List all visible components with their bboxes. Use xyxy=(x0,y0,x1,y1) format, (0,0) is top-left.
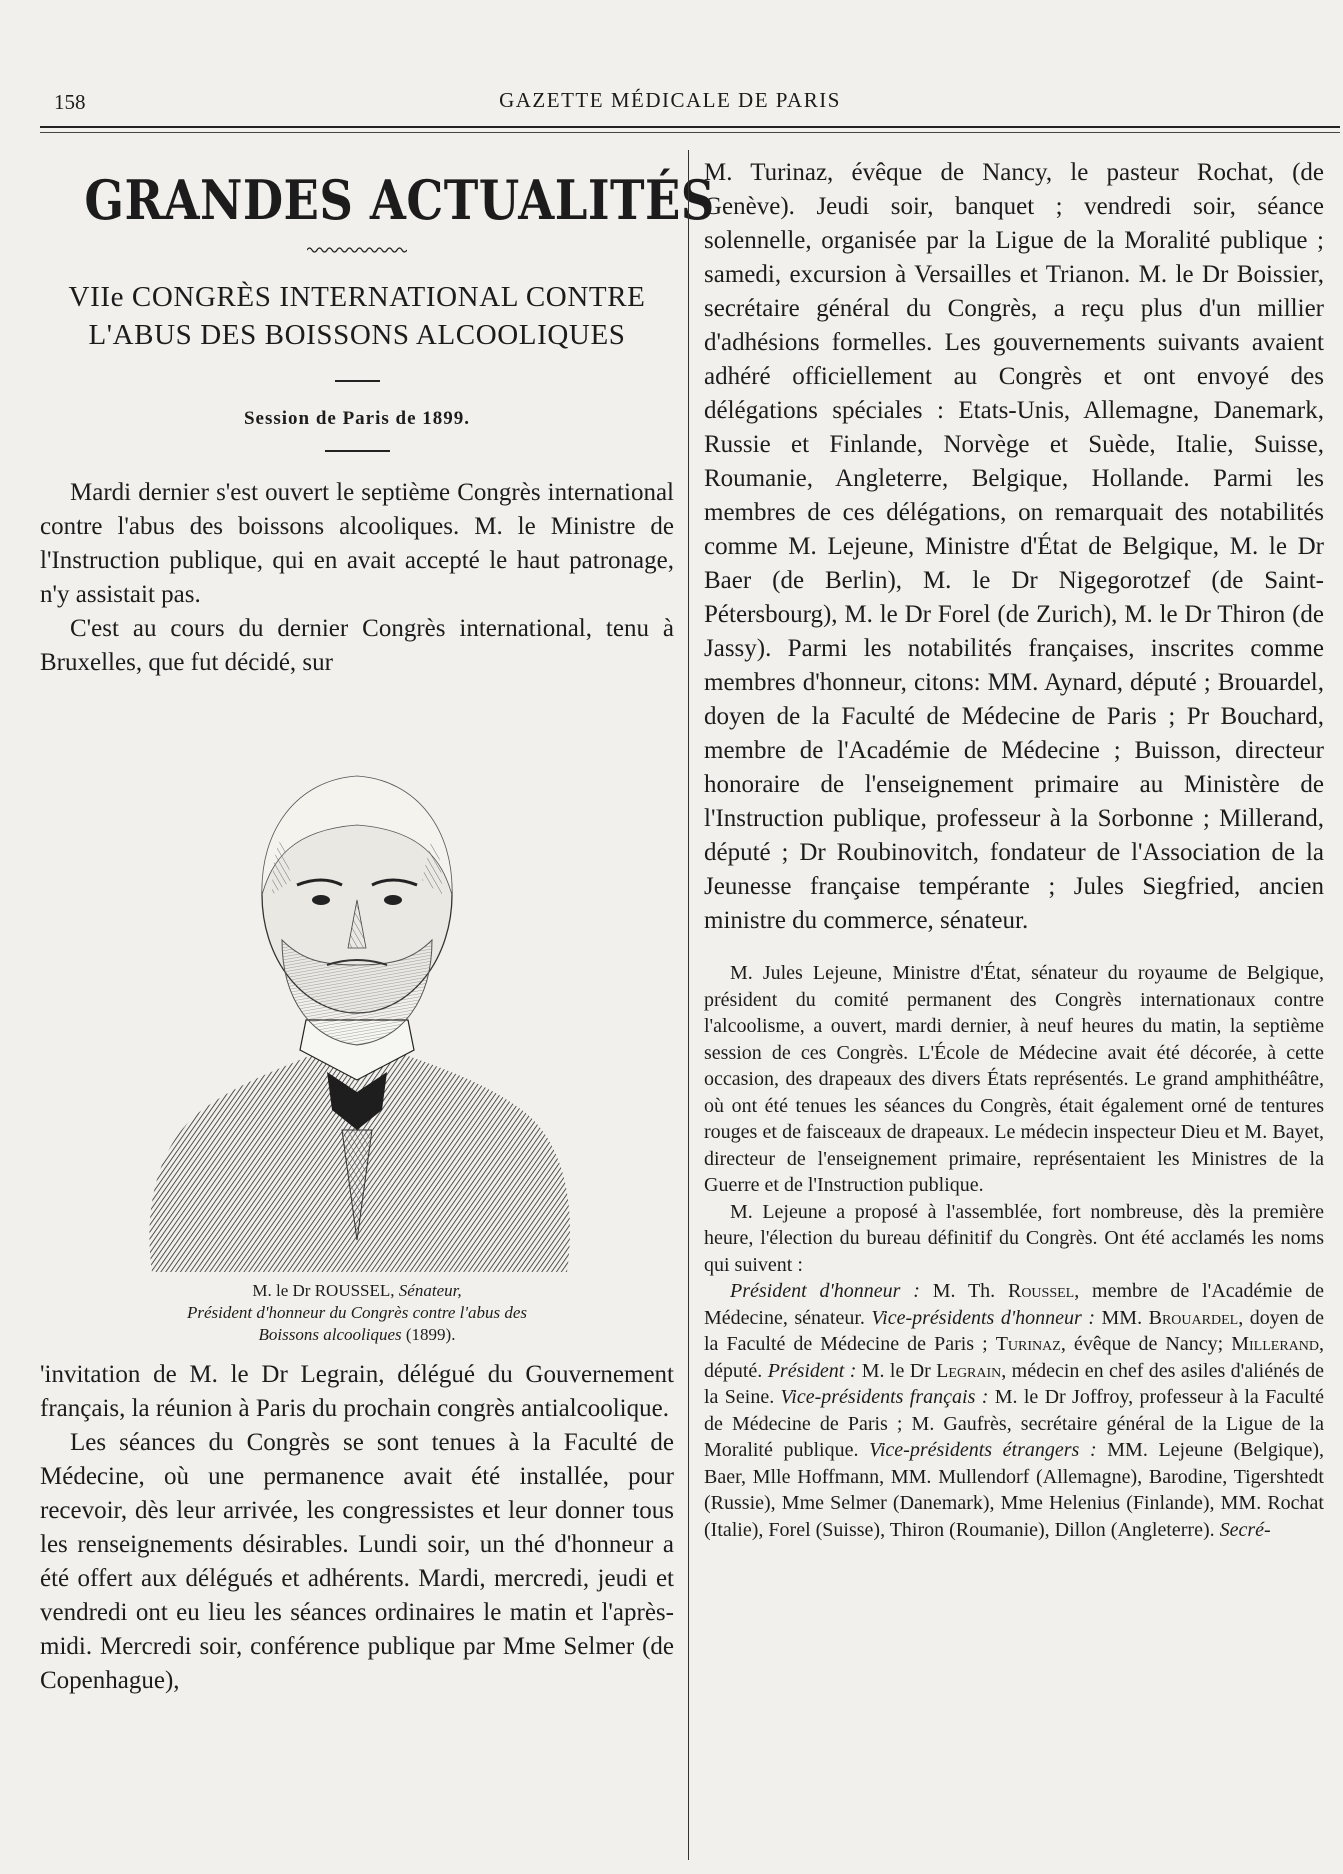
text-segment: MM. Lejeune (Belgique), Baer, Mlle Hoffmann, MM. Mullendorf (Allemagne), Barodine, Tigershtedt (Russie), Mme Selmer (Danemark), Mme Helenius (Finlande), MM. Rochat (Italie), Forel (Suisse), Thiron (Roumanie), Dillon (Angleterre). xyxy=(704,1439,1325,1541)
label-president: Président : xyxy=(767,1359,857,1382)
running-head xyxy=(40,88,1300,118)
portrait-engraving xyxy=(122,720,592,1272)
caption-subject: Boissons alcooliques xyxy=(258,1325,402,1344)
paragraph-sessions: Les séances du Congrès se sont tenues à la Faculté de Médecine, où une permanence avait été installée, pour recevoir, dès leur arrivée, les congressistes et leur donner tous les renseignements désirables. Lundi soir, un thé d'honneur a été offert aux délégués et adhérents. Mardi, mercredi, jeudi et vendredi ont eu lieu les séances ordinaires le matin et l'après-midi. Mercredi soir, conférence publique par Mme Selmer (de Copenhague), xyxy=(40,1429,674,1694)
caption-line3 xyxy=(40,1324,674,1346)
paragraph-origin: C'est au cours du dernier Congrès international, tenu à Bruxelles, que fut décidé, sur xyxy=(40,615,674,676)
text-segment: MM. xyxy=(1095,1306,1149,1329)
caption-line1 xyxy=(40,1280,674,1302)
text-segment: M. Th. xyxy=(919,1280,1008,1302)
journal-title: GAZETTE MÉDICALE DE PARIS xyxy=(499,88,841,112)
column-divider xyxy=(688,150,689,1860)
text-segment: , doyen de la Faculté de Médecine de Paris ; xyxy=(704,1306,1324,1355)
text-segment: , député. xyxy=(704,1333,1324,1382)
caption-year: (1899). xyxy=(405,1325,456,1344)
text-segment: , médecin en chef des asiles d'aliénés de la Seine. xyxy=(704,1359,1325,1408)
name-legrain: Legrain xyxy=(936,1359,1002,1382)
label-foreign-vice-presidents: Vice-présidents étrangers : xyxy=(869,1439,1097,1461)
header-rule-thin xyxy=(40,132,1340,133)
congress-title xyxy=(40,278,674,354)
caption-name: M. le Dr ROUSSEL, xyxy=(252,1281,395,1300)
text-segment: , évêque de Nancy; xyxy=(1060,1333,1232,1355)
paragraph-bureau: M. Lejeune a proposé à l'assemblée, fort nombreuse, dès la première heure, l'élection du bureau définitif du Congrès. Ont été acclamés les noms qui suivent : xyxy=(704,1200,1324,1276)
right-column xyxy=(704,156,1324,1543)
label-honorary-vice-presidents: Vice-présidents d'honneur : xyxy=(871,1306,1095,1329)
text-continued: Secré- xyxy=(1219,1518,1271,1541)
short-divider-2 xyxy=(325,450,390,452)
page-number: 158 xyxy=(54,90,86,114)
name-turinaz: Turinaz xyxy=(995,1333,1061,1355)
paragraph-opening: Mardi dernier s'est ouvert le septième Congrès international contre l'abus des boissons alcooliques. M. le Ministre de l'Instruction publique, qui en avait accepté le haut patronage, n'y assistait pas. xyxy=(40,479,674,608)
caption-line2: Président d'honneur du Congrès contre l'abus des xyxy=(187,1303,527,1322)
text-segment: , membre de l'Académie de Médecine, sénateur. xyxy=(704,1280,1325,1329)
name-brouardel: Brouardel xyxy=(1148,1306,1239,1329)
name-millerand: Millerand xyxy=(1231,1333,1319,1355)
label-honorary-president: Président d'honneur : xyxy=(730,1280,920,1302)
section-title: GRANDES ACTUALITÉS xyxy=(84,168,715,232)
portrait-caption xyxy=(40,1280,674,1346)
label-french-vice-presidents: Vice-présidents français : xyxy=(780,1386,989,1408)
wavy-divider xyxy=(307,246,407,254)
left-column xyxy=(40,160,715,1698)
paragraph-opening-session: M. Jules Lejeune, Ministre d'État, sénateur du royaume de Belgique, président du comité permanent des Congrès internationaux contre l'alcoolisme, a ouvert, mardi dernier, à neuf heures du matin, la septième session de ces Congrès. L'École de Médecine avait été décorée, à cette occasion, des drapeaux des divers États représentés. Le grand amphithéâtre, où ont été tenues les séances du Congrès, était également orné de tentures rouges et de faisceaux de drapeaux. Le médecin inspecteur Dieu et M. Bayet, directeur de l'enseignement primaire, représentaient les Ministres de la Guerre et de l'Instruction publique. xyxy=(704,962,1324,1196)
session-title: Session de Paris de 1899. xyxy=(243,408,471,429)
text-segment: M. le Dr xyxy=(856,1359,937,1382)
short-divider xyxy=(335,380,380,382)
text-segment: M. le Dr Joffroy, professeur à la Faculté de Médecine de Paris ; M. Gaufrès, secrétaire général de la Ligue de la Moralité publique. xyxy=(704,1386,1324,1461)
header-rule xyxy=(40,126,1340,128)
congress-title-line1: VIIe CONGRÈS INTERNATIONAL CONTRE xyxy=(68,281,646,313)
paragraph-invitation: 'invitation de M. le Dr Legrain, délégué du Gouvernement français, la réunion à Paris du prochain congrès antialcoolique. xyxy=(40,1361,674,1422)
congress-title-line2: L'ABUS DES BOISSONS ALCOOLIQUES xyxy=(88,319,626,351)
caption-role: Sénateur, xyxy=(398,1281,462,1300)
name-roussel: Roussel xyxy=(1007,1280,1075,1302)
paragraph-officers xyxy=(704,1278,1324,1543)
paragraph-program: M. Turinaz, évêque de Nancy, le pasteur Rochat, (de Genève). Jeudi soir, banquet ; vendredi soir, séance solennelle, organisée par la Ligue de la Moralité publique ; samedi, excursion à Versailles et Trianon. M. le Dr Boissier, secrétaire général du Congrès, a reçu plus d'un millier d'adhésions formelles. Les gouvernements suivants avaient adhéré officiellement au Congrès et ont envoyé des délégations spéciales : Etats-Unis, Allemagne, Danemark, Russie et Finlande, Norvège et Suède, Italie, Suisse, Roumanie, Angleterre, Belgique, Hollande. Parmi les membres de ces délégations, on remarquait des notabilités comme M. Lejeune, Ministre d'État de Belgique, M. le Dr Baer (de Berlin), M. le Dr Nigegorotzef (de Saint-Pétersbourg), M. le Dr Forel (de Zurich), M. le Dr Thiron (de Jassy). Parmi les notabilités françaises, inscrites comme membres d'honneur, citons: MM. Aynard, député ; Brouardel, doyen de la Faculté de Médecine de Paris ; Pr Bouchard, membre de l'Académie de Médecine ; Buisson, directeur honoraire de l'enseignement primaire au Ministère de l'Instruction publique, professeur à la Sorbonne ; Millerand, député ; Dr Roubinovitch, fondateur de l'Association de la Jeunesse française tempérante ; Jules Siegfried, ancien ministre du commerce, sénateur. xyxy=(704,159,1324,934)
